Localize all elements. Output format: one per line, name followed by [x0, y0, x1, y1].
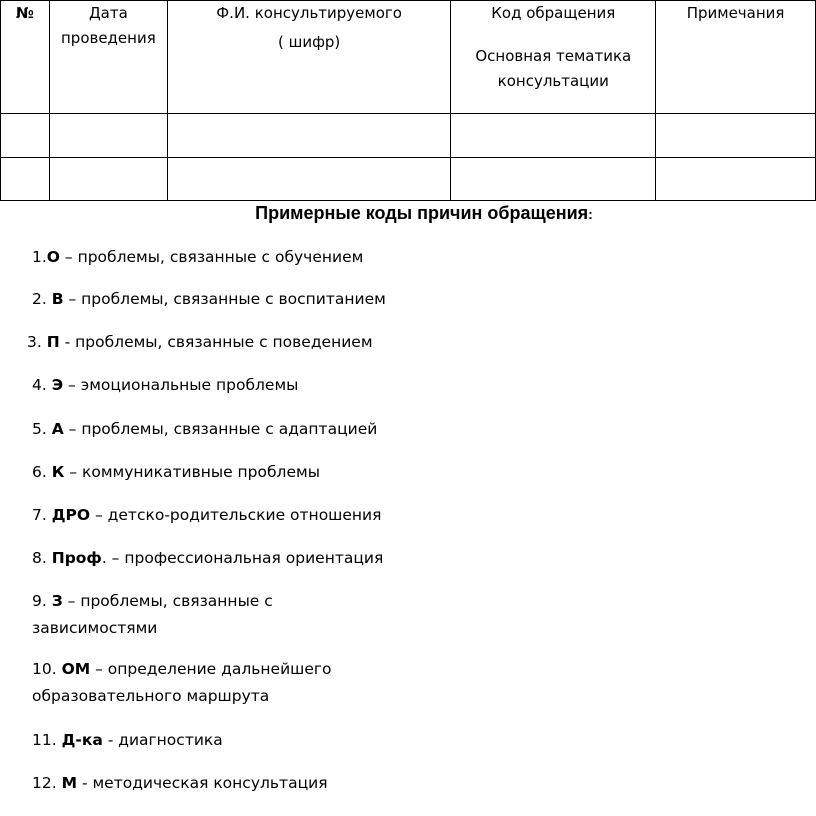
code-number: 10.: [32, 660, 62, 678]
code-description: - проблемы, связанные с поведением: [59, 333, 373, 351]
code-number: 1.: [32, 248, 47, 266]
list-item: [32, 588, 273, 642]
code-number: 12.: [32, 774, 62, 792]
code-number: 4.: [32, 376, 52, 394]
header-notes: [656, 1, 816, 114]
code-description: - диагностика: [102, 731, 223, 749]
table-cell[interactable]: [451, 158, 656, 201]
list-item: [32, 459, 320, 486]
table-cell[interactable]: [167, 114, 451, 158]
table-cell[interactable]: [1, 158, 50, 201]
header-client: [167, 1, 451, 114]
code-abbr: А: [51, 420, 64, 438]
table-row: [1, 114, 816, 158]
code-description: – детско-родительские отношения: [90, 506, 382, 524]
code-number: 11.: [32, 731, 62, 749]
code-description: - методическая консультация: [77, 774, 328, 792]
code-abbr: ОМ: [61, 660, 91, 678]
code-description: – проблемы, связанные с обучением: [59, 248, 364, 266]
code-description: . – профессиональная ориентация: [101, 549, 384, 567]
code-abbr: Д-ка: [61, 731, 103, 749]
list-item: [32, 770, 328, 797]
header-client-line2: ( шифр): [277, 33, 341, 51]
code-abbr: В: [51, 290, 64, 308]
code-abbr: ДРО: [51, 506, 91, 524]
header-date: [49, 1, 167, 114]
list-item: [32, 545, 383, 572]
code-description: – проблемы, связанные с: [62, 592, 273, 610]
code-description: – эмоциональные проблемы: [63, 376, 299, 394]
list-item: [32, 372, 298, 399]
code-description: – коммуникативные проблемы: [64, 463, 320, 481]
list-item: [32, 727, 223, 754]
header-code-line1: Код обращения: [491, 4, 616, 22]
code-number: 6.: [32, 463, 52, 481]
list-item: [32, 286, 386, 313]
code-abbr: К: [51, 463, 65, 481]
table-cell[interactable]: [656, 114, 816, 158]
table-cell[interactable]: [451, 114, 656, 158]
table-cell[interactable]: [1, 114, 50, 158]
table-header-row: [1, 1, 816, 114]
code-abbr: З: [51, 592, 63, 610]
code-abbr: М: [61, 774, 78, 792]
consultation-log-table: [0, 0, 816, 201]
table-cell[interactable]: [49, 158, 167, 201]
code-abbr: П: [46, 333, 60, 351]
header-code-line3: консультации: [497, 72, 609, 90]
header-number-label: №: [15, 4, 34, 22]
code-number: 2.: [32, 290, 52, 308]
code-description-continued: зависимостями: [32, 619, 158, 637]
header-notes-label: Примечания: [686, 4, 785, 22]
header-code-line2: Основная тематика: [475, 47, 632, 65]
codes-title: [0, 203, 816, 224]
code-number: 7.: [32, 506, 52, 524]
code-description: – определение дальнейшего: [90, 660, 332, 678]
header-client-line1: Ф.И. консультируемого: [216, 4, 402, 22]
table-cell[interactable]: [656, 158, 816, 201]
list-item: [32, 244, 363, 271]
code-number: 9.: [32, 592, 52, 610]
code-abbr: Э: [51, 376, 64, 394]
list-item: [27, 329, 373, 356]
code-number: 8.: [32, 549, 52, 567]
list-item: [32, 502, 381, 529]
codes-title-text: Примерные коды причин обращения: [255, 203, 589, 223]
header-date-line2: проведения: [60, 29, 156, 47]
code-description-continued: образовательного маршрута: [32, 687, 270, 705]
codes-title-colon: :: [588, 206, 593, 222]
code-description: – проблемы, связанные с воспитанием: [63, 290, 386, 308]
table-row: [1, 158, 816, 201]
table-cell[interactable]: [167, 158, 451, 201]
code-number: 3.: [27, 333, 47, 351]
code-abbr: Проф: [51, 549, 102, 567]
header-date-line1: Дата: [88, 4, 128, 22]
header-number: [1, 1, 50, 114]
list-item: [32, 656, 332, 710]
header-code: [451, 1, 656, 114]
code-description: – проблемы, связанные с адаптацией: [63, 420, 378, 438]
code-abbr: О: [46, 248, 60, 266]
list-item: [32, 416, 377, 443]
code-number: 5.: [32, 420, 52, 438]
table-cell[interactable]: [49, 114, 167, 158]
